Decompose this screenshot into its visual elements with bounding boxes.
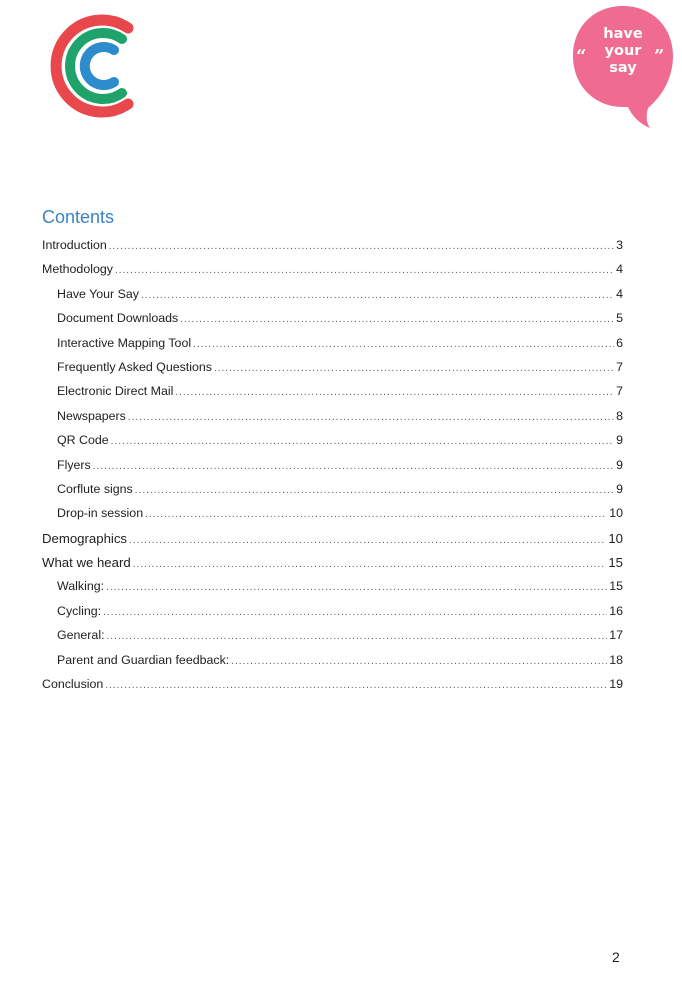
toc-entry-page: 6 [616, 335, 623, 350]
toc-entry[interactable] [42, 628, 623, 652]
logo-line-2: your [604, 43, 642, 59]
toc-leader-dots [145, 506, 607, 520]
toc-leader-dots [111, 433, 614, 447]
toc-entry-title: Document Downloads [57, 311, 179, 326]
close-quote-icon: ” [654, 46, 665, 67]
toc-entry[interactable] [42, 506, 623, 530]
toc-entry[interactable] [42, 653, 623, 677]
toc-entry-title: Frequently Asked Questions [57, 359, 212, 374]
toc-entry-page: 10 [609, 506, 623, 521]
toc-entry[interactable] [42, 311, 623, 335]
toc-entry[interactable] [42, 336, 623, 360]
toc-leader-dots [115, 262, 614, 276]
toc-entry-title: What we heard [42, 555, 131, 571]
toc-leader-dots [175, 384, 614, 398]
toc-entry[interactable] [42, 677, 623, 701]
page-number: 2 [612, 949, 620, 965]
toc-entry-title: Walking: [57, 579, 105, 594]
toc-entry[interactable] [42, 458, 623, 482]
toc-entry-title: Corflute signs [57, 481, 133, 496]
toc-entry-page: 9 [616, 481, 623, 496]
c-logo-icon [46, 14, 146, 118]
toc-entry[interactable] [42, 409, 623, 433]
have-your-say-text [570, 26, 676, 77]
toc-entry-page: 19 [609, 677, 623, 692]
toc-heading: Contents [42, 207, 115, 227]
toc-entry-title: General: [57, 628, 105, 643]
toc-entry-page: 3 [616, 238, 623, 252]
toc-leader-dots [141, 287, 614, 301]
toc-leader-dots [135, 482, 614, 496]
toc-leader-dots [103, 604, 607, 618]
toc-entry-page: 15 [609, 579, 623, 594]
toc-entry[interactable] [42, 384, 623, 408]
toc-entry-title: Have Your Say [57, 286, 139, 301]
toc-entry[interactable] [42, 287, 623, 311]
toc-entry-title: Drop-in session [57, 506, 144, 521]
toc-entry-title: Electronic Direct Mail [57, 384, 174, 399]
toc-entry-title: Cycling: [57, 603, 102, 618]
toc-entry-page: 9 [616, 457, 623, 472]
toc-entry-title: Introduction [42, 238, 107, 252]
toc-entry-page: 10 [608, 530, 623, 546]
toc-entry-page: 4 [616, 262, 623, 277]
toc-entry-title: QR Code [57, 433, 109, 448]
toc-entry-page: 7 [616, 359, 623, 374]
toc-leader-dots [133, 555, 607, 570]
toc-entry-title: Conclusion [42, 677, 104, 692]
toc-entry-page: 8 [616, 408, 623, 423]
toc-leader-dots [93, 458, 614, 472]
toc-leader-dots [109, 238, 614, 252]
toc-entry[interactable] [42, 482, 623, 506]
toc-entry-page: 7 [616, 384, 623, 399]
toc-leader-dots [106, 579, 607, 593]
toc-entry-page: 18 [609, 652, 623, 667]
toc-leader-dots [128, 409, 614, 423]
toc-leader-dots [180, 311, 614, 325]
toc-entry-title: Methodology [42, 262, 113, 277]
open-quote-icon: “ [576, 46, 587, 67]
toc-entry-title: Flyers [57, 457, 91, 472]
toc-entry[interactable] [42, 604, 623, 628]
toc-entry-title: Interactive Mapping Tool [57, 335, 192, 350]
toc-leader-dots [107, 628, 608, 642]
toc-entry-page: 5 [616, 311, 623, 326]
toc-entry-title: Demographics [42, 530, 128, 546]
have-your-say-logo [570, 4, 676, 130]
toc-entry-page: 9 [616, 433, 623, 448]
toc-leader-dots [214, 360, 614, 374]
toc-entry-page: 16 [609, 603, 623, 618]
toc-entry[interactable] [42, 531, 623, 555]
logo-line-3: say [609, 60, 637, 76]
logo-line-1: have [603, 26, 643, 42]
toc-entry-title: Parent and Guardian feedback: [57, 652, 230, 667]
council-logo [46, 14, 146, 118]
toc-entry[interactable] [42, 555, 623, 579]
toc-entry-page: 17 [609, 628, 623, 643]
toc-entry-title: Newspapers [57, 408, 126, 423]
toc-leader-dots [231, 653, 607, 667]
toc-entry[interactable] [42, 262, 623, 286]
toc-entry-page: 4 [616, 286, 623, 301]
toc-entry[interactable] [42, 360, 623, 384]
toc-leader-dots [105, 677, 607, 691]
toc-entry[interactable] [42, 238, 623, 262]
toc-entry[interactable] [42, 579, 623, 603]
toc-entry-page: 15 [608, 555, 623, 571]
toc-leader-dots [193, 336, 614, 350]
toc-leader-dots [129, 531, 606, 546]
toc-entry[interactable] [42, 433, 623, 457]
table-of-contents [42, 238, 623, 701]
